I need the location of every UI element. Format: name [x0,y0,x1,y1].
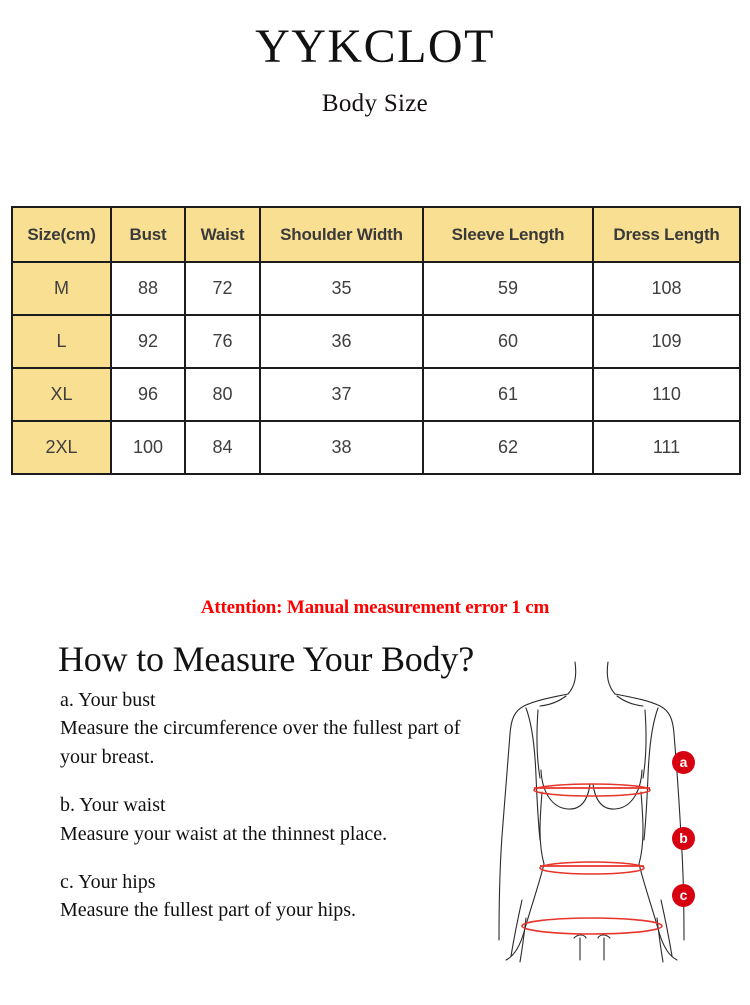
measure-section-waist [60,791,480,848]
how-to-measure-sections [60,686,480,945]
table-row [12,368,740,421]
cell-waist: 80 [185,368,260,421]
cell-waist: 72 [185,262,260,315]
cell-sleeve-length: 59 [423,262,593,315]
measure-section-description: Measure your waist at the thinnest place. [60,822,388,845]
measure-section-title: c. Your hips [60,870,156,893]
page-subtitle: Body Size [321,90,429,117]
column-header-size: Size(cm) [12,207,111,262]
cell-sleeve-length: 60 [423,315,593,368]
diagram-badge-c: c [672,884,695,907]
bust-measure-line [534,784,650,796]
brand-title: YYKCLOT [255,20,495,73]
measure-section-hips [60,868,480,925]
diagram-badge-b: b [672,827,695,850]
hips-measure-line [522,918,662,934]
cell-shoulder-width: 38 [260,421,423,474]
column-header-dress-length: Dress Length [593,207,740,262]
cell-bust: 92 [111,315,185,368]
cell-shoulder-width: 37 [260,368,423,421]
column-header-bust: Bust [111,207,185,262]
female-torso-illustration [480,650,750,1000]
table-header-row [12,207,740,262]
cell-sleeve-length: 62 [423,421,593,474]
cell-size: L [12,315,111,368]
how-to-measure-heading: How to Measure Your Body? [58,639,474,679]
size-chart-table [11,206,741,475]
cell-dress-length: 108 [593,262,740,315]
measure-section-title: b. Your waist [60,794,166,817]
cell-dress-length: 109 [593,315,740,368]
cell-size: M [12,262,111,315]
column-header-shoulder-width: Shoulder Width [260,207,423,262]
measure-section-description: Measure the fullest part of your hips. [60,899,357,922]
cell-size: 2XL [12,421,111,474]
column-header-waist: Waist [185,207,260,262]
cell-waist: 76 [185,315,260,368]
cell-bust: 88 [111,262,185,315]
body-measurement-diagram [480,650,750,1000]
cell-bust: 100 [111,421,185,474]
cell-dress-length: 110 [593,368,740,421]
cell-shoulder-width: 35 [260,262,423,315]
cell-waist: 84 [185,421,260,474]
table-row [12,262,740,315]
measure-section-title: a. Your bust [60,689,156,711]
cell-sleeve-length: 61 [423,368,593,421]
waist-measure-line [540,862,644,874]
measure-section-description: Measure the circumference over the fullest part of your breast. [60,717,461,768]
cell-shoulder-width: 36 [260,315,423,368]
attention-note: Attention: Manual measurement error 1 cm [200,597,550,618]
column-header-sleeve-length: Sleeve Length [423,207,593,262]
cell-size: XL [12,368,111,421]
table-row [12,421,740,474]
measure-section-bust [60,686,480,771]
table-row [12,315,740,368]
diagram-badge-a: a [672,751,695,774]
cell-bust: 96 [111,368,185,421]
cell-dress-length: 111 [593,421,740,474]
size-chart-table-wrapper [11,206,739,475]
